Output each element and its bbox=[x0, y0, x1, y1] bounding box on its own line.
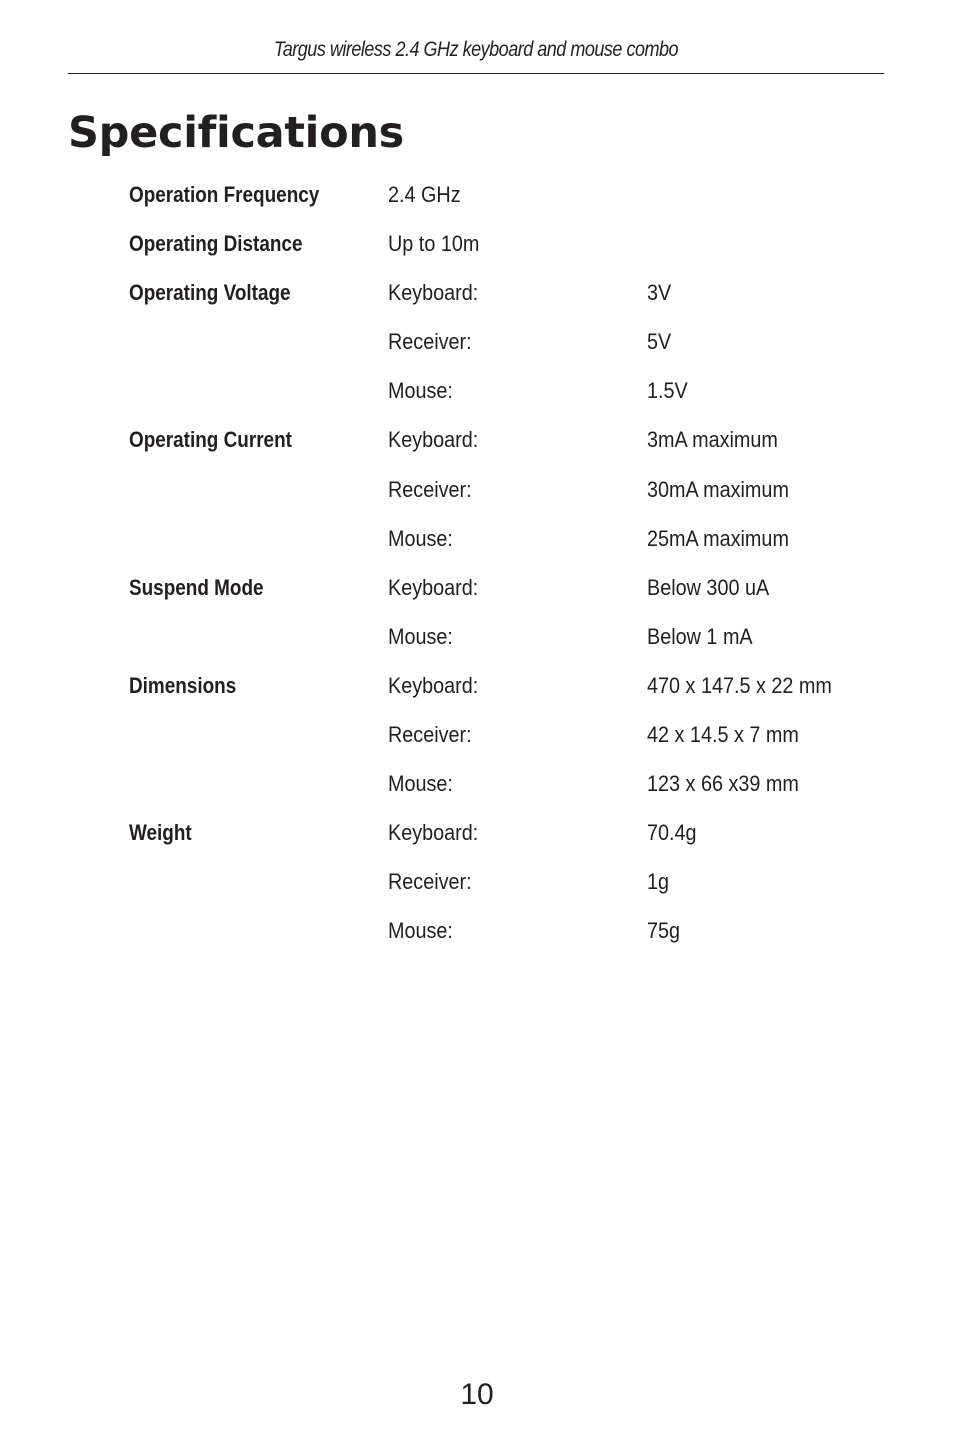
spec-value: 70.4g bbox=[647, 820, 697, 846]
spec-row-weight-keyboard bbox=[129, 816, 889, 865]
spec-value: Below 300 uA bbox=[647, 574, 770, 600]
spec-label: Operation Frequency bbox=[129, 182, 320, 207]
spec-value: 42 x 14.5 x 7 mm bbox=[647, 722, 799, 748]
spec-value: 1g bbox=[647, 869, 670, 895]
spec-row-voltage-keyboard bbox=[129, 276, 889, 325]
spec-value: 3mA maximum bbox=[647, 427, 778, 453]
running-header: Targus wireless 2.4 GHz keyboard and mouse combo bbox=[273, 38, 679, 61]
spec-row-weight-receiver bbox=[129, 865, 889, 914]
spec-sub: Mouse: bbox=[388, 525, 453, 551]
spec-value: Below 1 mA bbox=[647, 623, 753, 649]
spec-sub: Keyboard: bbox=[388, 672, 479, 698]
spec-label: Suspend Mode bbox=[129, 574, 264, 600]
spec-row-voltage-receiver bbox=[129, 325, 889, 374]
spec-row-current-receiver bbox=[129, 473, 889, 522]
spec-value: 30mA maximum bbox=[647, 476, 789, 502]
spec-value: 1.5V bbox=[647, 378, 688, 404]
spec-value: 470 x 147.5 x 22 mm bbox=[647, 672, 832, 698]
spec-row-dimensions-receiver bbox=[129, 718, 889, 767]
spec-row-current-mouse bbox=[129, 522, 889, 571]
spec-value: 75g bbox=[647, 918, 681, 944]
page-title: Specifications bbox=[68, 108, 404, 158]
spec-row-dimensions-mouse bbox=[129, 767, 889, 816]
spec-row-voltage-mouse bbox=[129, 374, 889, 423]
spec-sub: Keyboard: bbox=[388, 574, 479, 600]
spec-sub: Receiver: bbox=[388, 476, 472, 502]
spec-row-suspend-keyboard bbox=[129, 571, 889, 620]
spec-sub: Receiver: bbox=[388, 329, 472, 355]
spec-table bbox=[129, 178, 889, 964]
spec-row-weight-mouse bbox=[129, 914, 889, 963]
spec-value: 123 x 66 x39 mm bbox=[647, 771, 799, 797]
spec-value: 5V bbox=[647, 329, 672, 355]
spec-sub: Mouse: bbox=[388, 918, 453, 944]
spec-label: Dimensions bbox=[129, 672, 237, 698]
spec-row-dimensions-keyboard bbox=[129, 669, 889, 718]
spec-sub: Receiver: bbox=[388, 722, 472, 748]
spec-label: Operating Distance bbox=[129, 231, 303, 257]
spec-sub: Mouse: bbox=[388, 378, 453, 404]
spec-label: Weight bbox=[129, 820, 192, 846]
spec-label: Operating Voltage bbox=[129, 280, 291, 306]
spec-row-current-keyboard bbox=[129, 423, 889, 472]
spec-value: 25mA maximum bbox=[647, 525, 789, 551]
spec-row-suspend-mouse bbox=[129, 620, 889, 669]
spec-sub: Mouse: bbox=[388, 771, 453, 797]
spec-sub: Keyboard: bbox=[388, 820, 479, 846]
spec-sub: Up to 10m bbox=[388, 231, 480, 257]
spec-sub: 2.4 GHz bbox=[388, 182, 461, 207]
page-number: 10 bbox=[460, 1378, 494, 1411]
spec-row-operation-frequency bbox=[129, 178, 889, 227]
spec-row-operating-distance bbox=[129, 227, 889, 276]
header-rule bbox=[68, 73, 884, 74]
spec-label: Operating Current bbox=[129, 427, 292, 453]
spec-value: 3V bbox=[647, 280, 672, 306]
spec-sub: Receiver: bbox=[388, 869, 472, 895]
spec-sub: Mouse: bbox=[388, 623, 453, 649]
spec-sub: Keyboard: bbox=[388, 427, 479, 453]
spec-sub: Keyboard: bbox=[388, 280, 479, 306]
